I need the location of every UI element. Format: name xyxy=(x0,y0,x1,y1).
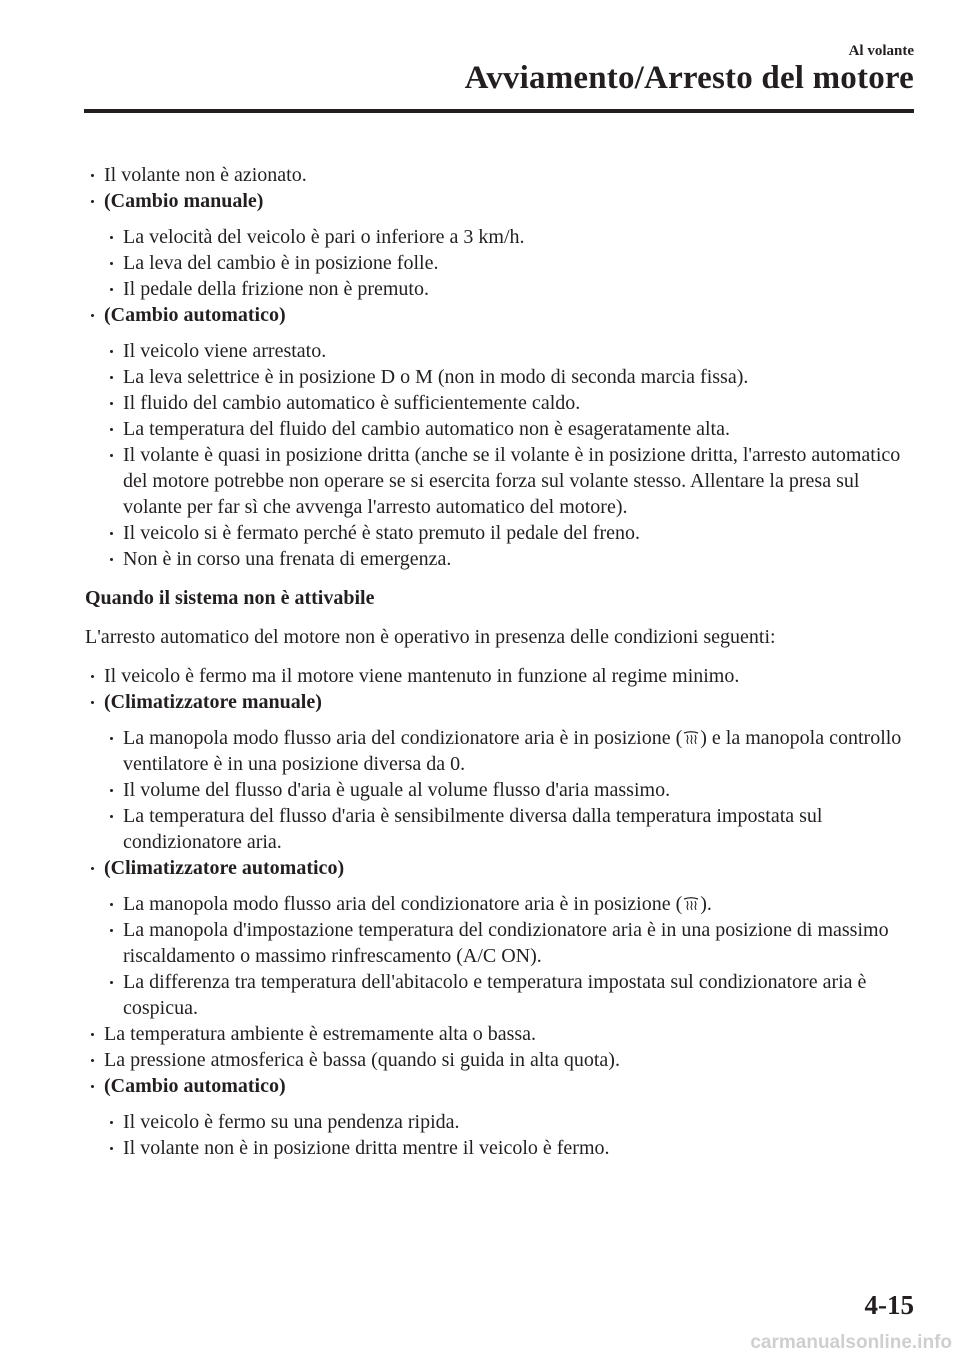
list-item: La temperatura del fluido del cambio automatico non è esageratamente alta. xyxy=(104,416,920,442)
list-item: Il volante è quasi in posizione dritta (anche se il volante è in posizione dritta, l'arresto automatico del motore potrebbe non operare se si esercita forza sul volante stesso. Allentare la presa sul volante per far sì che avvenga l'arresto automatico del motore). xyxy=(104,442,920,520)
page-title: Avviamento/Arresto del motore xyxy=(464,60,914,96)
list-item: La leva del cambio è in posizione folle. xyxy=(104,250,920,276)
list-heading: (Cambio manuale) xyxy=(85,188,920,214)
list-item: La pressione atmosferica è bassa (quando si guida in alta quota). xyxy=(85,1047,920,1073)
list-heading: (Climatizzatore manuale) xyxy=(85,689,920,715)
text-segment: La manopola modo flusso aria del condizionatore aria è in posizione ( xyxy=(123,727,683,749)
section-heading: Quando il sistema non è attivabile xyxy=(85,587,375,609)
page-content xyxy=(85,162,920,1161)
list-item: Non è in corso una frenata di emergenza. xyxy=(104,546,920,572)
list-item: La temperatura ambiente è estremamente alta o bassa. xyxy=(85,1021,920,1047)
list-item: La leva selettrice è in posizione D o M (non in modo di seconda marcia fissa). xyxy=(104,364,920,390)
list-item: Il veicolo viene arrestato. xyxy=(104,338,920,364)
list-item: Il volante non è in posizione dritta mentre il veicolo è fermo. xyxy=(104,1135,920,1161)
header-section-label: Al volante xyxy=(848,43,914,59)
list-item: La manopola d'impostazione temperatura del condizionatore aria è in una posizione di massimo riscaldamento o massimo rinfrescamento (A/C ON). xyxy=(104,917,920,969)
list-heading: (Climatizzatore automatico) xyxy=(85,855,920,881)
header-rule xyxy=(84,109,914,113)
list-heading: (Cambio automatico) xyxy=(85,302,920,328)
page-number: 4-15 xyxy=(864,1290,914,1320)
watermark: carmanualsonline.info xyxy=(750,1332,952,1353)
list-item: La differenza tra temperatura dell'abitacolo e temperatura impostata sul condizionatore aria è cospicua. xyxy=(104,969,920,1021)
list-heading: (Cambio automatico) xyxy=(85,1073,920,1099)
list-item: Il volume del flusso d'aria è uguale al volume flusso d'aria massimo. xyxy=(104,777,920,803)
list-item: Il veicolo è fermo ma il motore viene mantenuto in funzione al regime minimo. xyxy=(85,663,920,689)
list-item xyxy=(104,891,920,917)
list-item: La velocità del veicolo è pari o inferiore a 3 km/h. xyxy=(104,224,920,250)
windshield-defroster-icon xyxy=(683,897,699,911)
section-intro: L'arresto automatico del motore non è operativo in presenza delle condizioni seguenti: xyxy=(85,626,776,648)
text-segment: ). xyxy=(700,893,712,915)
list-item xyxy=(104,725,920,777)
list-item: Il fluido del cambio automatico è sufficientemente caldo. xyxy=(104,390,920,416)
list-item: Il volante non è azionato. xyxy=(85,162,920,188)
list-item: La temperatura del flusso d'aria è sensibilmente diversa dalla temperatura impostata sul condizionatore aria. xyxy=(104,803,920,855)
list-item: Il veicolo è fermo su una pendenza ripida. xyxy=(104,1109,920,1135)
list-item: Il pedale della frizione non è premuto. xyxy=(104,276,920,302)
windshield-defroster-icon xyxy=(683,731,699,745)
text-segment: ) e la manopola controllo ventilatore è in una posizione diversa da 0. xyxy=(123,727,902,775)
text-segment: La manopola modo flusso aria del condizionatore aria è in posizione ( xyxy=(123,893,683,915)
list-item: Il veicolo si è fermato perché è stato premuto il pedale del freno. xyxy=(104,520,920,546)
